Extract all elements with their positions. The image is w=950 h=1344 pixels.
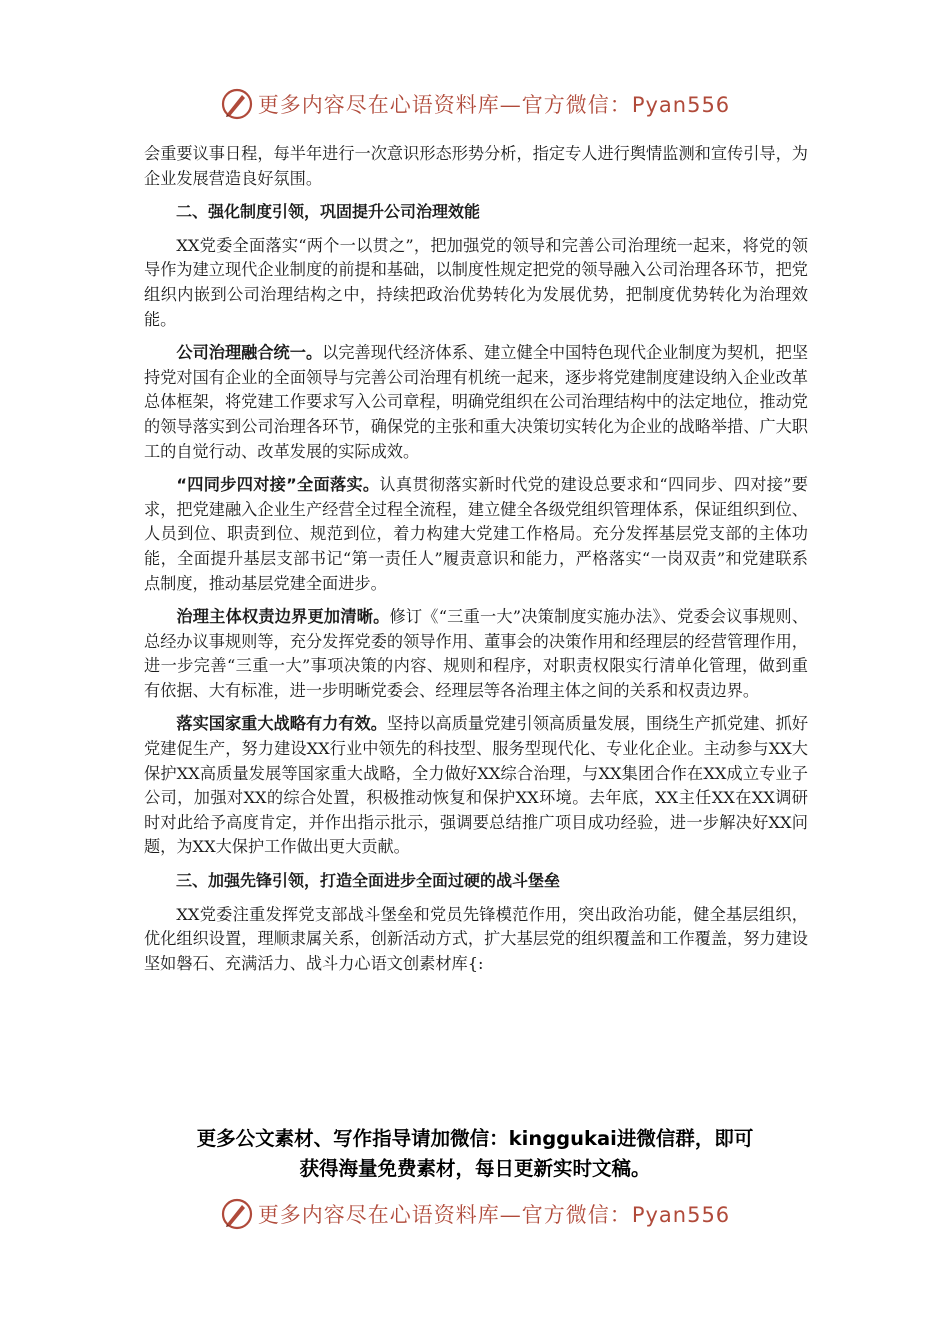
header-banner-text: 更多内容尽在心语资料库—官方微信：Pyan556 xyxy=(257,93,731,117)
body-paragraph: 公司治理融合统一。以完善现代经济体系、建立健全中国特色现代企业制度为契机，把坚持党对国有企业的全面领导与完善公司治理有机统一起来，逐步将党建制度建设纳入企业改革总体框架，将党建工作要求写入公司章程，明确党组织在公司治理结构中的法定地位，推动党的领导落实到公司治理各环节，确保党的主张和重大决策切实转化为企业的战略举措、广大职工的自觉行动、改革发展的实际成效。 xyxy=(144,343,809,461)
body-paragraph: 会重要议事日程，每半年进行一次意识形态形势分析，指定专人进行舆情监测和宣传引导，为企业发展营造良好氛围。 xyxy=(144,144,808,188)
footer-banner-text: 更多内容尽在心语资料库—官方微信：Pyan556 xyxy=(257,1203,731,1227)
paragraph-lead: “四同步四对接”全面落实。 xyxy=(176,475,380,495)
promo-line: 更多公文素材、写作指导请加微信：kinggukai进微信群，即可 xyxy=(196,1127,754,1150)
paragraph-lead: 落实国家重大战略有力有效。 xyxy=(176,714,387,734)
section-heading: 二、强化制度引领，巩固提升公司治理效能 xyxy=(176,202,481,222)
pen-circle-logo-icon xyxy=(220,1197,254,1231)
promo-line: 获得海量免费素材，每日更新实时文稿。 xyxy=(299,1157,651,1180)
body-paragraph: 落实国家重大战略有力有效。坚持以高质量党建引领高质量发展，围绕生产抓党建、抓好党建促生产，努力建设XX行业中领先的科技型、服务型现代化、专业化企业。主动参与XX大保护XX高质量发展等国家重大战略，全力做好XX综合治理，与XX集团合作在XX成立专业子公司，加强对XX的综合处置，积极推动恢复和保护XX环境。去年底，XX主任XX在XX调研时对此给予高度肯定，并作出指示批示，强调要总结推广项目成功经验，进一步解决好XX问题，为XX大保护工作做出更大贡献。 xyxy=(144,714,809,857)
header-banner xyxy=(0,84,950,124)
footer-banner xyxy=(0,1194,950,1234)
pen-circle-logo-icon xyxy=(220,87,254,121)
paragraph-lead: 治理主体权责边界更加清晰。 xyxy=(176,607,390,627)
promo-notice xyxy=(120,1124,830,1184)
document-body xyxy=(144,142,808,985)
paragraph-lead: 公司治理融合统一。 xyxy=(176,343,323,363)
section-heading: 三、加强先锋引领，打造全面进步全面过硬的战斗堡垒 xyxy=(176,871,561,891)
body-paragraph: XX党委注重发挥党支部战斗堡垒和党员先锋模范作用，突出政治功能，健全基层组织，优化组织设置，理顺隶属关系，创新活动方式，扩大基层党的组织覆盖和工作覆盖，努力建设坚如磐石、充满活力、战斗力心语文创素材库{: xyxy=(144,904,808,973)
body-paragraph: XX党委全面落实“两个一以贯之”，把加强党的领导和完善公司治理统一起来，将党的领导作为建立现代企业制度的前提和基础，以制度性规定把党的领导融入公司治理各环节，把党组织内嵌到公司治理结构之中，持续把政治优势转化为发展优势，把制度优势转化为治理效能。 xyxy=(144,235,808,329)
body-paragraph: “四同步四对接”全面落实。认真贯彻落实新时代党的建设总要求和“四同步、四对接”要求，把党建融入企业生产经营全过程全流程，建立健全各级党组织管理体系，保证组织到位、人员到位、职责到位、规范到位，着力构建大党建工作格局。充分发挥基层党支部的主体功能，全面提升基层支部书记“第一责任人”履责意识和能力，严格落实“一岗双责”和党建联系点制度，推动基层党建全面进步。 xyxy=(144,475,808,593)
body-paragraph: 治理主体权责边界更加清晰。修订《“三重一大”决策制度实施办法》、党委会议事规则、总经办议事规则等，充分发挥党委的领导作用、董事会的决策作用和经理层的经营管理作用，进一步完善“三重一大”事项决策的内容、规则和程序，对职责权限实行清单化管理，做到重有依据、大有标准，进一步明晰党委会、经理层等各治理主体之间的关系和权责边界。 xyxy=(144,607,809,700)
